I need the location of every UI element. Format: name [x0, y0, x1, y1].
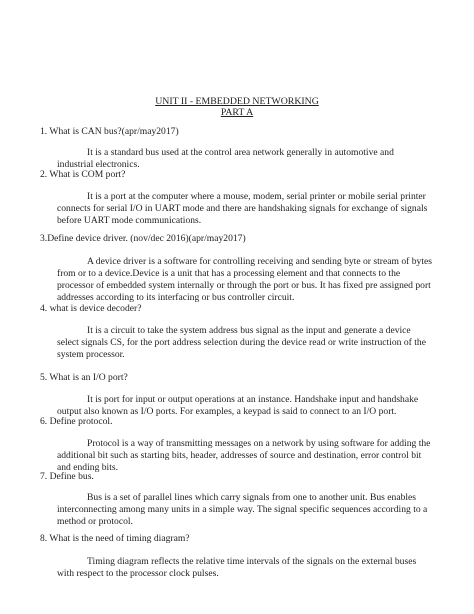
answer-line: output also known as I/O ports. For examples, a keypad is said to connect to an I/O port.	[57, 406, 397, 417]
question-4: 4. what is device decoder?	[40, 303, 142, 314]
unit-title: UNIT II - EMBEDDED NETWORKING	[155, 96, 319, 107]
answer-line: Timing diagram reflects the relative time intervals of the signals on the external buses	[87, 556, 417, 567]
part-title: PART A	[220, 107, 254, 118]
answer-line: with respect to the processor clock pulses.	[57, 568, 219, 579]
answer-7	[57, 492, 428, 528]
answer-1	[57, 147, 395, 171]
answer-line: Protocol is a way of transmitting messages on a network by using software for adding the	[87, 438, 431, 449]
answer-line: It is a standard bus used at the control area network generally in automotive and	[87, 147, 394, 158]
question-5: 5. What is an I/O port?	[40, 372, 128, 383]
question-3: 3.Define device driver. (nov/dec 2016)(apr/may2017)	[40, 233, 246, 244]
answer-6	[57, 438, 431, 474]
answer-line: industrial electronics.	[57, 159, 140, 170]
answer-line: select signals CS, for the port address selection during the device read or write instruction of the	[57, 337, 426, 348]
answer-line: Bus is a set of parallel lines which carry signals from one to another unit. Bus enables	[87, 492, 417, 503]
question-6: 6. Define protocol.	[40, 416, 113, 427]
question-1: 1. What is CAN bus?(apr/may2017)	[40, 126, 179, 137]
answer-line: It is a port at the computer where a mouse, modem, serial printer or mobile serial printer	[87, 191, 426, 202]
question-2: 2. What is COM port?	[40, 169, 126, 180]
question-7: 7. Define bus.	[40, 471, 94, 482]
answer-line: before UART mode communications.	[57, 215, 202, 226]
answer-line: A device driver is a software for controlling receiving and sending byte or stream of bytes	[87, 256, 432, 267]
answer-line: and ending bits.	[57, 462, 119, 473]
question-8: 8. What is the need of timing diagram?	[40, 533, 190, 544]
answer-2	[57, 191, 428, 227]
answer-line: processor of embedded system internally or through the port or bus. It has fixed pre assigned port	[57, 280, 431, 291]
answer-line: addresses according to its interfacing or bus controller circuit.	[57, 292, 295, 303]
answer-line: additional bit such as starting bits, header, addresses of source and destination, error control bit	[57, 450, 422, 461]
answer-line: from or to a device.Device is a unit that has a processing element and that connects to the	[57, 268, 401, 279]
answer-line: system processor.	[57, 349, 125, 360]
answer-3	[57, 256, 432, 304]
answer-line: connects for serial I/O in UART mode and there are handshaking signals for exchange of signals	[57, 203, 428, 214]
answer-8	[57, 556, 417, 580]
answer-line: It is port for input or output operations at an instance. Handshake input and handshake	[87, 394, 419, 405]
answer-line: interconnecting among many units in a simple way. The signal specific sequences according to a	[57, 504, 428, 515]
answer-4	[57, 325, 426, 361]
answer-line: method or protocol.	[57, 516, 133, 527]
answer-5	[57, 394, 419, 418]
answer-line: It is a circuit to take the system address bus signal as the input and generate a device	[87, 325, 411, 336]
